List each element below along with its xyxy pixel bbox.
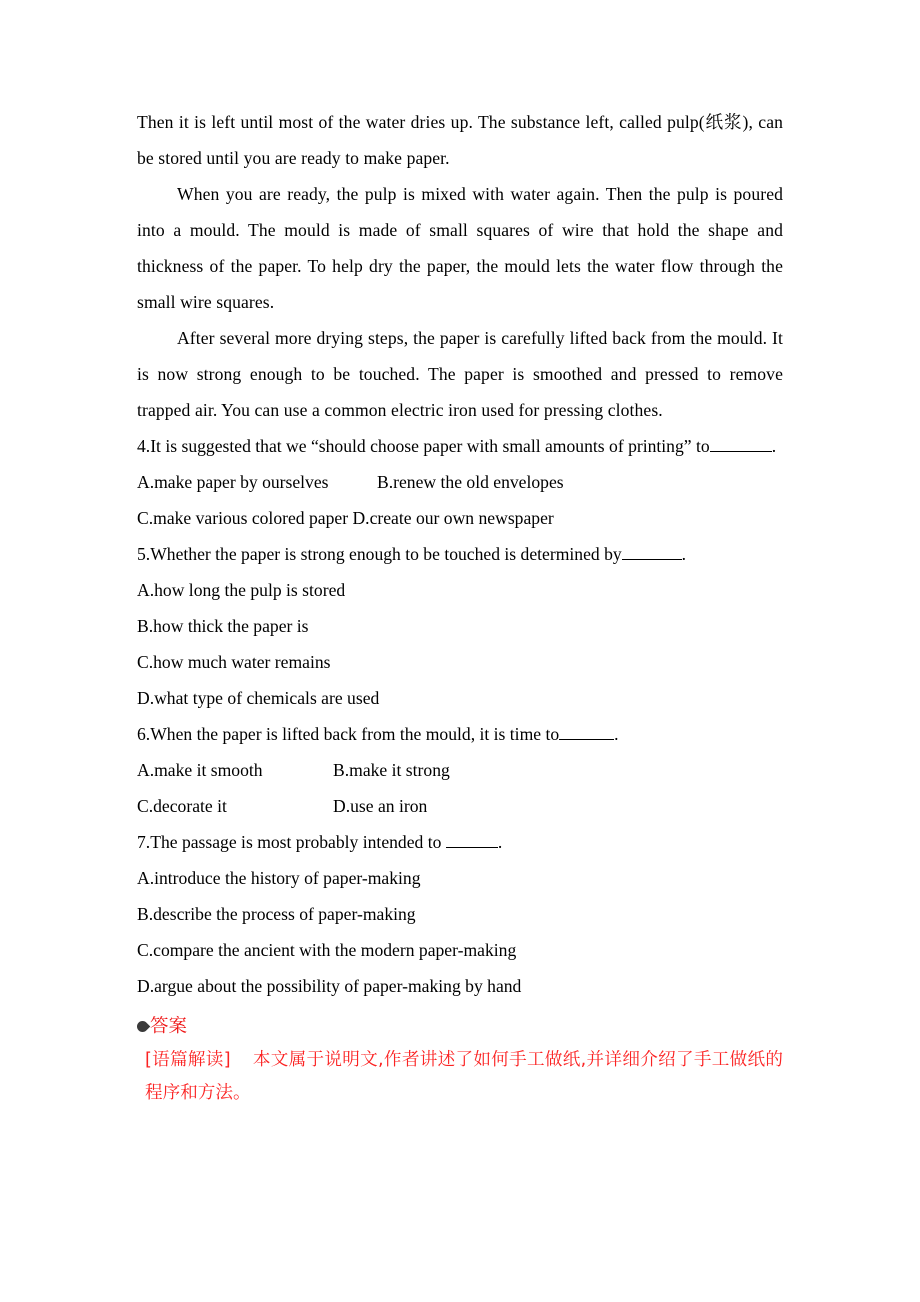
question-4-option-d[interactable]: D.create our own newspaper: [352, 508, 554, 528]
question-5-stem-text: 5.Whether the paper is strong enough to be touched is determined by: [137, 544, 622, 564]
analysis-label: [语篇解读]: [145, 1050, 231, 1070]
question-7-stem: [137, 824, 783, 860]
question-5-option-a[interactable]: A.how long the pulp is stored: [137, 580, 346, 600]
question-5-option-b[interactable]: B.how thick the paper is: [137, 616, 309, 636]
answer-heading-label: 答案: [150, 1016, 188, 1037]
question-4-option-a[interactable]: A.make paper by ourselves: [137, 472, 329, 492]
question-6-options-row-1: [137, 752, 783, 788]
question-6-stem: [137, 716, 783, 752]
question-6-option-d[interactable]: D.use an iron: [333, 796, 428, 816]
question-4-option-b[interactable]: B.renew the old envelopes: [377, 472, 564, 492]
question-6-option-b[interactable]: B.make it strong: [333, 760, 450, 780]
question-5: [137, 536, 783, 716]
question-5-stem-end: .: [681, 544, 687, 564]
question-5-option-c[interactable]: C.how much water remains: [137, 652, 331, 672]
passage-paragraph-1: Then it is left until most of the water dries up. The substance left, called pulp(纸浆), can be stored until you are ready to make paper.: [137, 112, 783, 168]
passage-paragraph-2: When you are ready, the pulp is mixed with water again. Then the pulp is poured into a mould. The mould is made of small squares of wire that hold the shape and thickness of the paper. To help dry the paper, the mould lets the water flow through the small wire squares.: [137, 184, 783, 312]
filled-leaf-bullet-icon: [135, 1018, 151, 1034]
question-5-answer-blank[interactable]: [622, 545, 682, 560]
question-4-stem: [137, 428, 783, 464]
question-6-option-a[interactable]: A.make it smooth: [137, 760, 263, 780]
question-6-stem-end: .: [614, 724, 619, 744]
page-content: [137, 104, 783, 1110]
question-4-stem-text: 4.It is suggested that we “should choose paper with small amounts of printing” to: [137, 436, 710, 456]
question-4: [137, 428, 783, 536]
question-4-options-row-1: [137, 464, 783, 500]
question-7-stem-end: .: [497, 832, 503, 852]
question-4-stem-end: .: [771, 436, 777, 456]
question-7-option-a[interactable]: A.introduce the history of paper-making: [137, 868, 421, 888]
question-7-option-d[interactable]: D.argue about the possibility of paper-making by hand: [137, 976, 522, 996]
question-7-option-c[interactable]: C.compare the ancient with the modern paper-making: [137, 940, 517, 960]
question-6-options-row-2: [137, 788, 783, 824]
question-4-options-row-2: [137, 500, 783, 536]
passage-paragraph-3: After several more drying steps, the paper is carefully lifted back from the mould. It is now strong enough to be touched. The paper is smoothed and pressed to remove trapped air. You can use a common electric iron used for pressing clothes.: [137, 328, 783, 420]
analysis-text: 本文属于说明文,作者讲述了如何手工做纸,并详细介绍了手工做纸的程序和方法。: [145, 1050, 783, 1103]
question-4-answer-blank[interactable]: [710, 437, 772, 452]
question-6: [137, 716, 783, 824]
question-6-option-c[interactable]: C.decorate it: [137, 796, 227, 816]
answer-section: [137, 1010, 783, 1110]
question-7: [137, 824, 783, 1004]
passage-block: [137, 104, 783, 428]
answer-analysis: [137, 1044, 783, 1110]
answer-heading: [137, 1010, 783, 1044]
question-6-answer-blank[interactable]: [559, 725, 614, 740]
question-6-stem-text: 6.When the paper is lifted back from the mould, it is time to: [137, 724, 560, 744]
question-7-answer-blank[interactable]: [446, 833, 498, 848]
question-4-option-c[interactable]: C.make various colored paper: [137, 508, 349, 528]
question-7-option-b[interactable]: B.describe the process of paper-making: [137, 904, 416, 924]
question-7-stem-text: 7.The passage is most probably intended to: [137, 832, 446, 852]
question-5-stem: [137, 536, 783, 572]
question-5-option-d[interactable]: D.what type of chemicals are used: [137, 688, 380, 708]
